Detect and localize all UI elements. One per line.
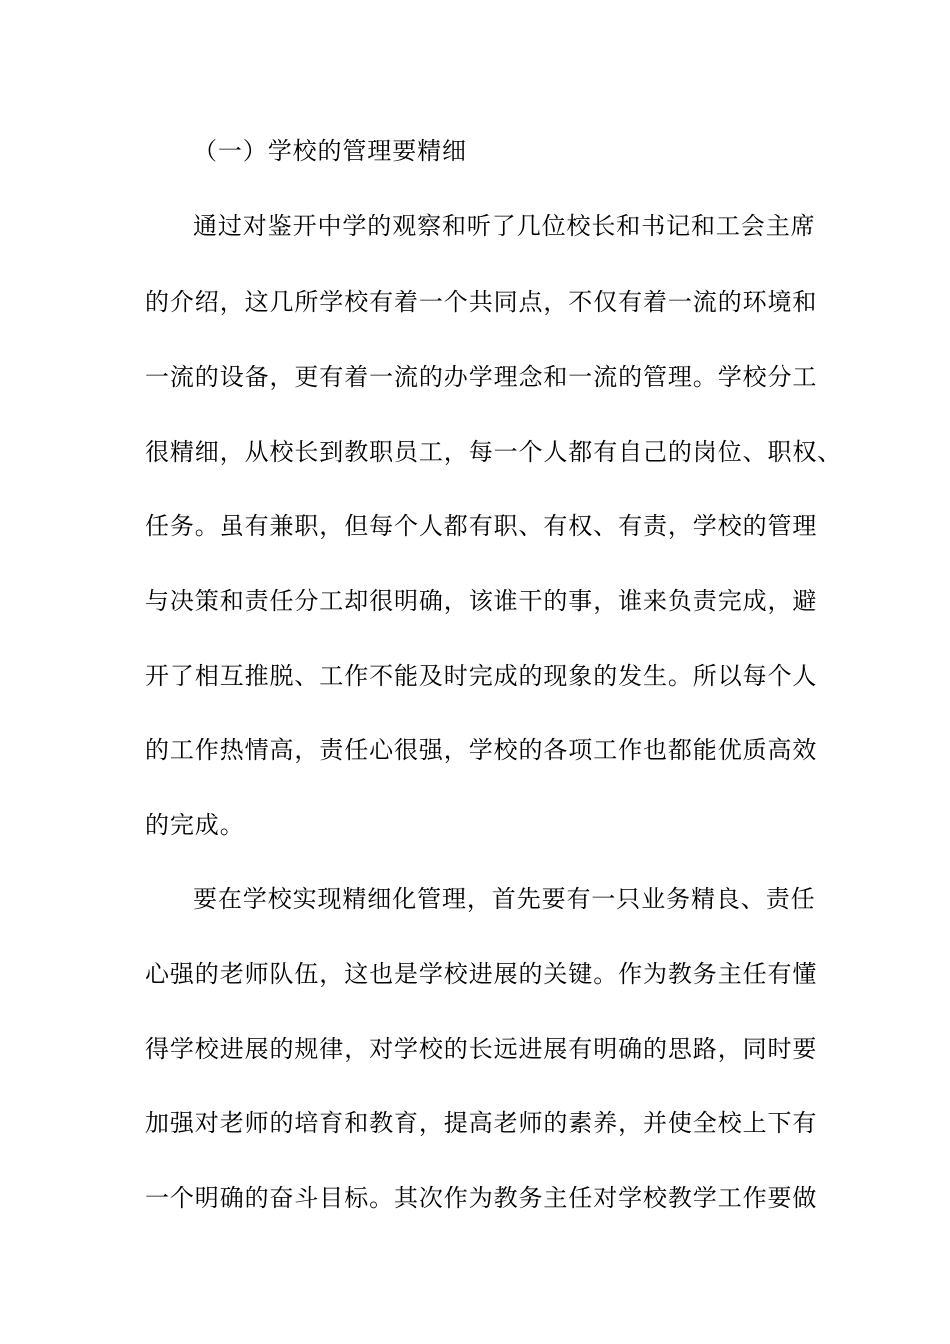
paragraph-line: 的介绍，这几所学校有着一个共同点，不仅有着一流的环境和 — [145, 288, 818, 316]
paragraph-line: 加强对老师的培育和教育，提高老师的素养，并使全校上下有 — [145, 1109, 818, 1137]
paragraph-line: 的完成。 — [145, 811, 245, 839]
paragraph-line: 通过对鉴开中学的观察和听了几位校长和书记和工会主席 — [193, 212, 816, 240]
paragraph-line: 心强的老师队伍，这也是学校进展的关键。作为教务主任有懂 — [145, 960, 818, 988]
paragraph-line: 很精细，从校长到教职员工，每一个人都有自己的岗位、职权、 — [145, 438, 843, 466]
paragraph-line: 一流的设备，更有着一流的办学理念和一流的管理。学校分工 — [145, 363, 818, 391]
paragraph-line: 任务。虽有兼职，但每个人都有职、有权、有责，学校的管理 — [145, 512, 818, 540]
paragraph-line: 得学校进展的规律，对学校的长远进展有明确的思路，同时要 — [145, 1035, 818, 1063]
paragraph-line: 与决策和责任分工却很明确，该谁干的事，谁来负责完成，避 — [145, 587, 818, 615]
paragraph-line: 开了相互推脱、工作不能及时完成的现象的发生。所以每个人 — [145, 662, 818, 690]
paragraph-line: 的工作热情高，责任心很强，学校的各项工作也都能优质高效 — [145, 736, 818, 764]
paragraph-line: 一个明确的奋斗目标。其次作为教务主任对学校教学工作要做 — [145, 1184, 818, 1212]
section-heading: （一）学校的管理要精细 — [193, 137, 467, 165]
paragraph-line: 要在学校实现精细化管理，首先要有一只业务精良、责任 — [193, 885, 816, 913]
